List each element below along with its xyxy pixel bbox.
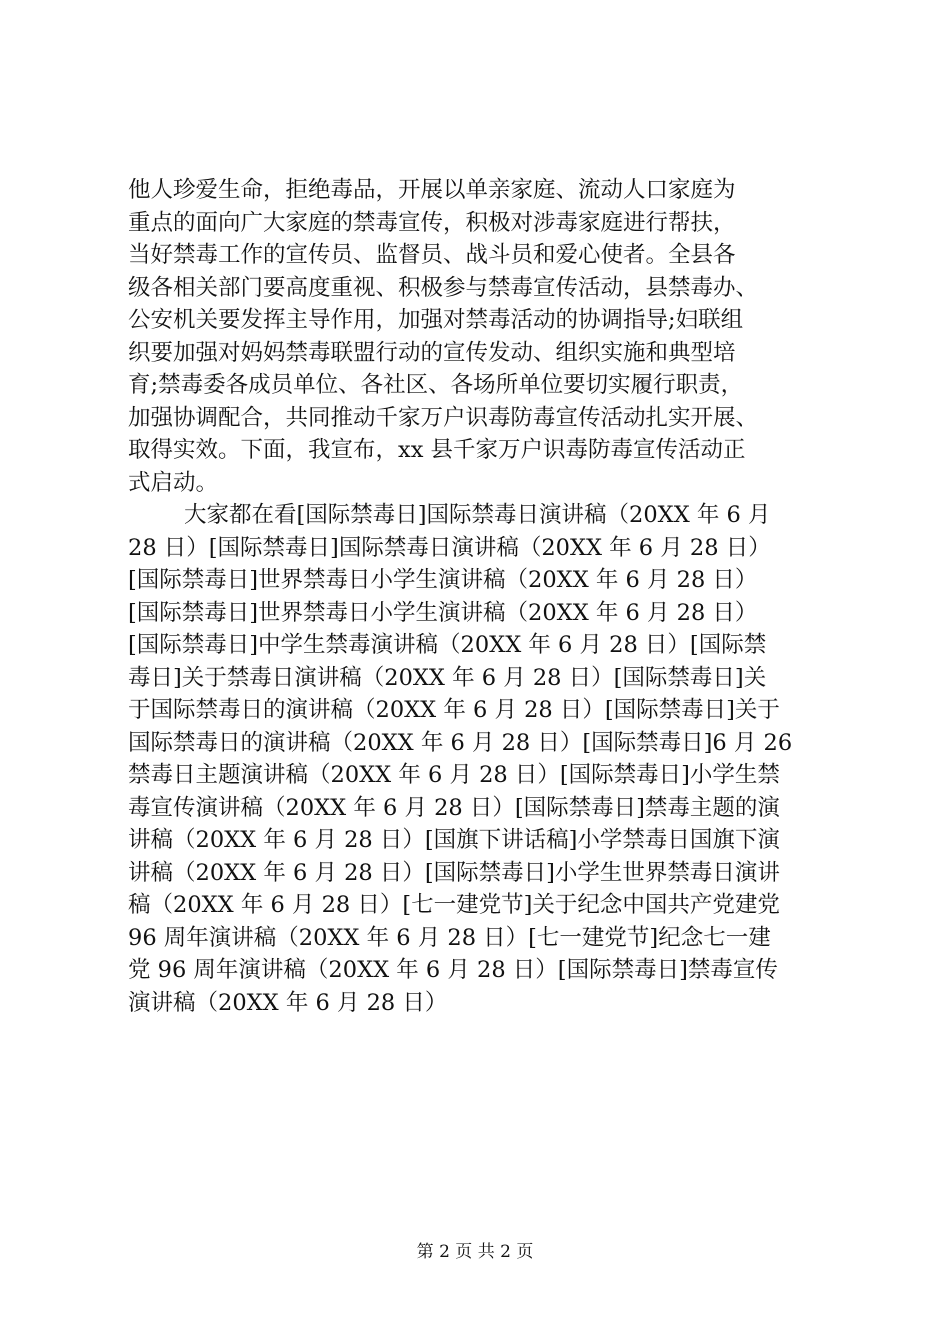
text-line: 加强协调配合，共同推动千家万户识毒防毒宣传活动扎实开展、 bbox=[128, 404, 759, 431]
text-line: 演讲稿（20XX 年 6 月 28 日） bbox=[128, 989, 448, 1016]
text-line: 公安机关要发挥主导作用，加强对禁毒活动的协调指导;妇联组 bbox=[128, 307, 744, 333]
text-line: 取得实效。下面，我宣布，xx 县千家万户识毒防毒宣传活动正 bbox=[128, 437, 746, 463]
text-line: 毒日]关于禁毒日演讲稿（20XX 年 6 月 28 日）[国际禁毒日]关 bbox=[128, 664, 767, 691]
text-line: 他人珍爱生命，拒绝毒品，开展以单亲家庭、流动人口家庭为 bbox=[128, 177, 736, 203]
text-line: [国际禁毒日]世界禁毒日小学生演讲稿（20XX 年 6 月 28 日） bbox=[128, 567, 758, 593]
text-line: 级各相关部门要高度重视、积极参与禁毒宣传活动，县禁毒办、 bbox=[128, 274, 759, 301]
text-line: 毒宣传演讲稿（20XX 年 6 月 28 日）[国际禁毒日]禁毒主题的演 bbox=[128, 794, 780, 821]
text-line: [国际禁毒日]中学生禁毒演讲稿（20XX 年 6 月 28 日）[国际禁 bbox=[128, 632, 767, 658]
paragraph bbox=[128, 499, 828, 1019]
text-line: 96 周年演讲稿（20XX 年 6 月 28 日）[七一建党节]纪念七一建 bbox=[128, 924, 771, 951]
text-line: 28 日）[国际禁毒日]国际禁毒日演讲稿（20XX 年 6 月 28 日） bbox=[128, 534, 771, 561]
text-line: 讲稿（20XX 年 6 月 28 日）[国旗下讲话稿]小学禁毒日国旗下演 bbox=[128, 827, 780, 853]
text-line: 稿（20XX 年 6 月 28 日）[七一建党节]关于纪念中国共产党建党 bbox=[128, 892, 780, 918]
paragraph bbox=[128, 174, 828, 499]
text-line: 国际禁毒日的演讲稿（20XX 年 6 月 28 日）[国际禁毒日]6 月 26 bbox=[128, 729, 793, 756]
text-line: 党 96 周年演讲稿（20XX 年 6 月 28 日）[国际禁毒日]禁毒宣传 bbox=[128, 957, 778, 983]
page-footer: 第 2 页 共 2 页 bbox=[416, 1242, 534, 1262]
text-line: 讲稿（20XX 年 6 月 28 日）[国际禁毒日]小学生世界禁毒日演讲 bbox=[128, 859, 780, 886]
text-line: 织要加强对妈妈禁毒联盟行动的宣传发动、组织实施和典型培 bbox=[128, 339, 736, 366]
text-line: 当好禁毒工作的宣传员、监督员、战斗员和爱心使者。全县各 bbox=[128, 242, 736, 268]
text-line: 禁毒日主题演讲稿（20XX 年 6 月 28 日）[国际禁毒日]小学生禁 bbox=[128, 762, 780, 788]
text-line: 重点的面向广大家庭的禁毒宣传，积极对涉毒家庭进行帮扶， bbox=[128, 209, 736, 236]
text-line: 大家都在看[国际禁毒日]国际禁毒日演讲稿（20XX 年 6 月 bbox=[184, 502, 771, 528]
text-line: 于国际禁毒日的演讲稿（20XX 年 6 月 28 日）[国际禁毒日]关于 bbox=[128, 697, 780, 723]
text-line: 式启动。 bbox=[128, 469, 219, 496]
text-line: 育;禁毒委各成员单位、各社区、各场所单位要切实履行职责， bbox=[128, 372, 744, 398]
document-body bbox=[128, 174, 828, 1019]
text-line: [国际禁毒日]世界禁毒日小学生演讲稿（20XX 年 6 月 28 日） bbox=[128, 599, 758, 626]
